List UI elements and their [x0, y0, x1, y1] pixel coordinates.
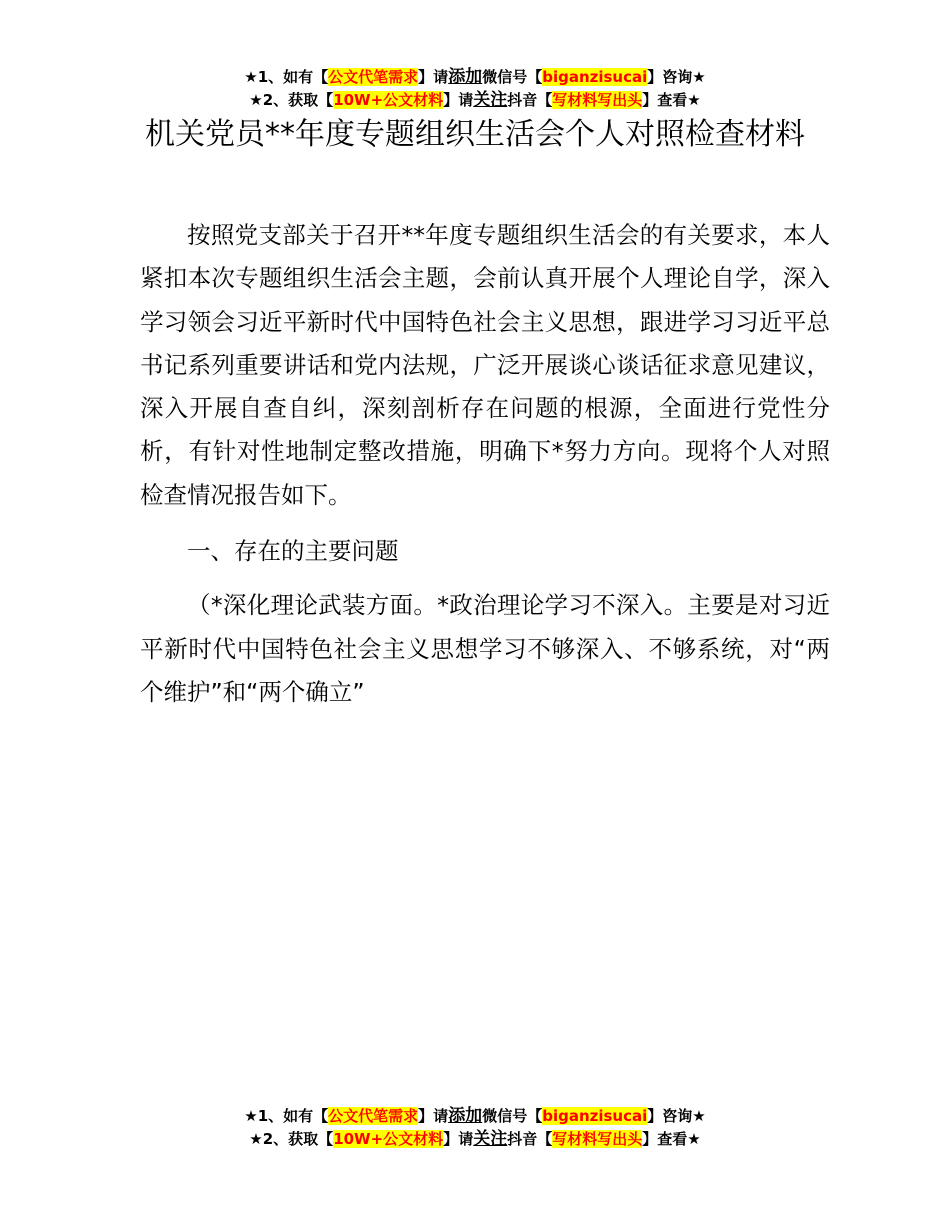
- notice-highlight: 10W+公文材料: [333, 91, 444, 109]
- notice-highlight: 公文代笔需求: [328, 1107, 419, 1125]
- footer-notice: [0, 1105, 950, 1151]
- document-body: [140, 214, 830, 714]
- section-paragraph: （*深化理论武装方面。*政治理论学习不深入。主要是对习近平新时代中国特色社会主义思想学习不够深入、不够系统，对“两个维护”和“两个确立”: [140, 591, 830, 706]
- notice-line-1: [0, 66, 950, 89]
- document-title: 机关党员**年度专题组织生活会个人对照检查材料: [145, 117, 805, 152]
- section-heading: 一、存在的主要问题: [187, 537, 399, 566]
- notice-text: ★2、获取【: [249, 1130, 334, 1148]
- header-notice: [0, 66, 950, 112]
- notice-text: ★1、如有【: [244, 68, 329, 86]
- notice-text: 】请: [443, 1130, 474, 1148]
- notice-emphasis: 关注: [473, 1129, 508, 1149]
- notice-text: ★2、获取【: [249, 91, 334, 109]
- notice-line-2: [0, 89, 950, 112]
- notice-highlight: biganzisucai: [542, 1107, 648, 1125]
- notice-text: 】请: [418, 68, 449, 86]
- notice-emphasis: 关注: [473, 90, 508, 110]
- intro-paragraph: 按照党支部关于召开**年度专题组织生活会的有关要求，本人紧扣本次专题组织生活会主题，会前认真开展个人理论自学，深入学习领会习近平新时代中国特色社会主义思想，跟进学习习近平总书记系列重要讲话和党内法规，广泛开展谈心谈话征求意见建议，深入开展自查自纠，深刻剖析存在问题的根源，全面进行党性分析，有针对性地制定整改措施，明确下*努力方向。现将个人对照检查情况报告如下。: [140, 221, 830, 509]
- notice-text: 抖音【: [507, 1130, 553, 1148]
- notice-text: 】咨询★: [647, 1107, 706, 1125]
- notice-text: 】咨询★: [647, 68, 706, 86]
- notice-line-1: [0, 1105, 950, 1128]
- notice-text: ★1、如有【: [244, 1107, 329, 1125]
- notice-emphasis: 添加: [448, 67, 483, 87]
- notice-text: 微信号【: [482, 1107, 543, 1125]
- notice-highlight: 10W+公文材料: [333, 1130, 444, 1148]
- notice-text: 】查看★: [642, 1130, 701, 1148]
- notice-highlight: biganzisucai: [542, 68, 648, 86]
- notice-highlight: 写材料写出头: [552, 91, 643, 109]
- notice-emphasis: 添加: [448, 1106, 483, 1126]
- notice-highlight: 公文代笔需求: [328, 68, 419, 86]
- notice-highlight: 写材料写出头: [552, 1130, 643, 1148]
- notice-text: 】请: [418, 1107, 449, 1125]
- notice-line-2: [0, 1128, 950, 1151]
- notice-text: 】查看★: [642, 91, 701, 109]
- notice-text: 微信号【: [482, 68, 543, 86]
- notice-text: 抖音【: [507, 91, 553, 109]
- notice-text: 】请: [443, 91, 474, 109]
